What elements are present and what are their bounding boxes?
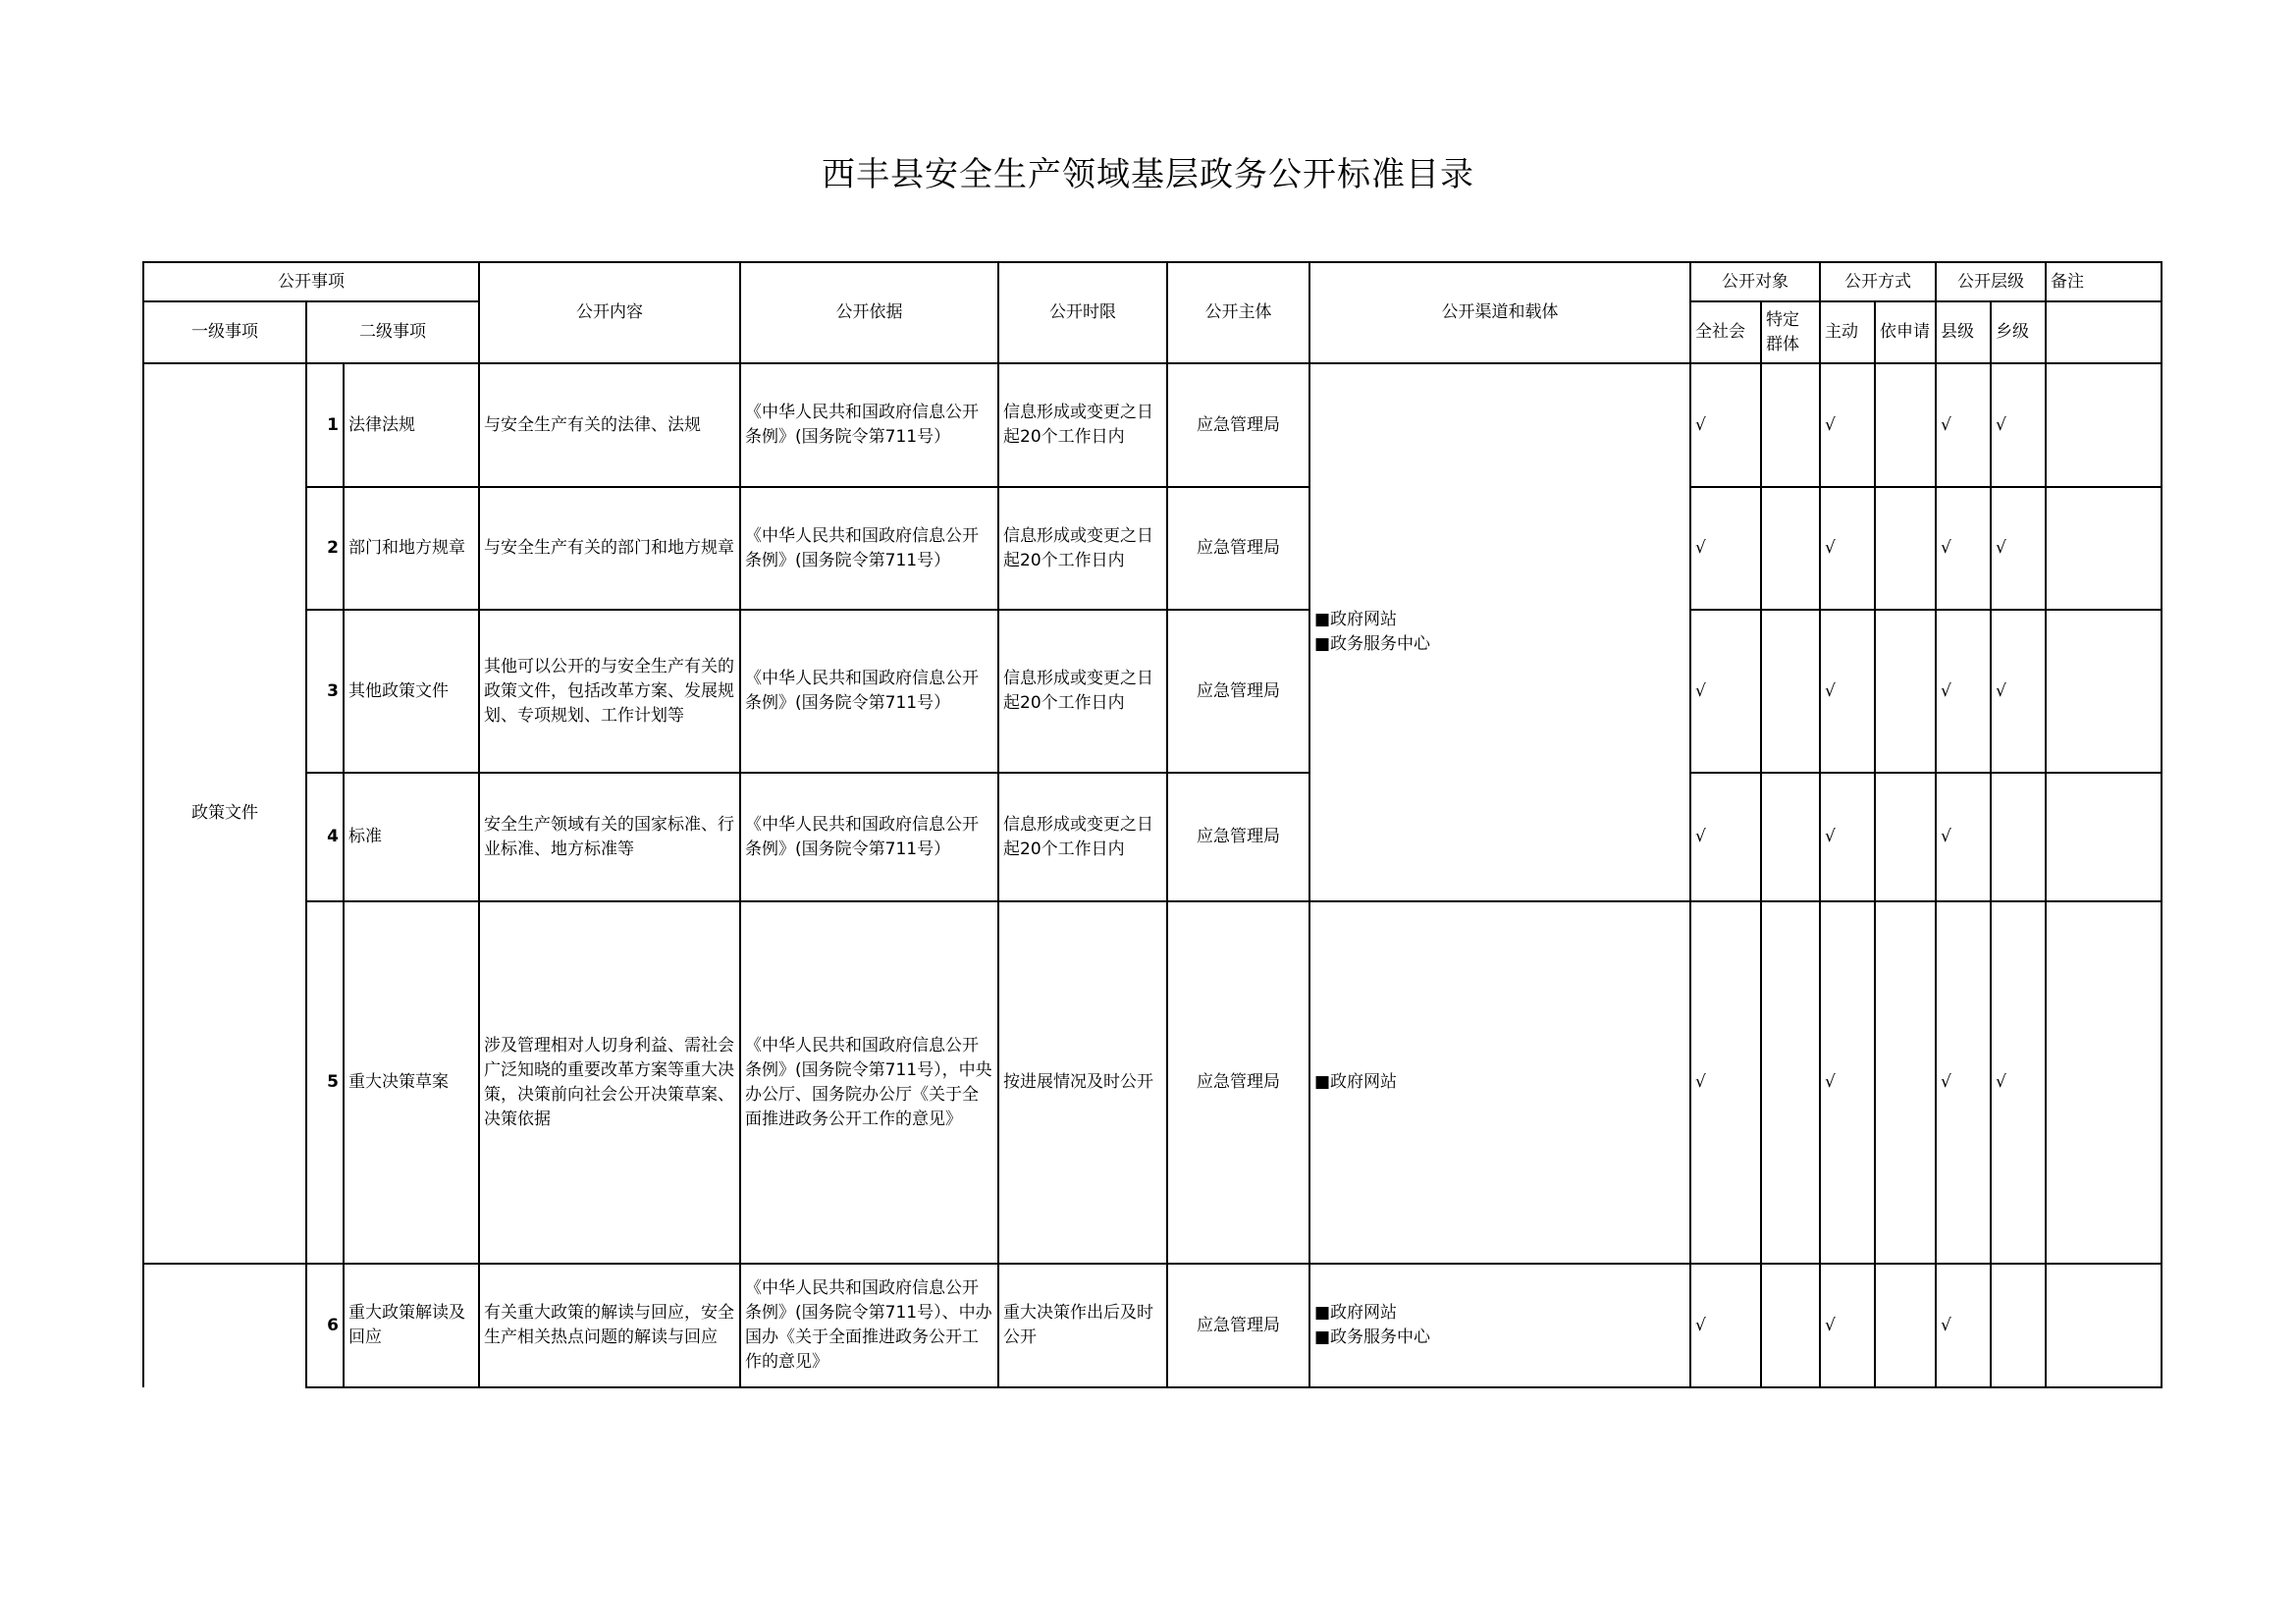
row-number: 2 — [306, 487, 344, 610]
content-cell: 与安全生产有关的法律、法规 — [479, 363, 740, 487]
basis-cell: 《中华人民共和国政府信息公开条例》(国务院令第711号），中央办公厅、国务院办公厅《关于全面推进政务公开工作的意见》 — [740, 901, 998, 1264]
row-number: 3 — [306, 610, 344, 773]
check-specific — [1761, 487, 1820, 610]
check-apply — [1875, 901, 1936, 1264]
table-row — [143, 901, 2162, 1264]
table-row — [143, 487, 2162, 610]
header-method-active: 主动 — [1820, 301, 1875, 363]
channel-item: ■政务服务中心 — [1314, 634, 1431, 654]
content-cell: 与安全生产有关的部门和地方规章 — [479, 487, 740, 610]
check-apply — [1875, 363, 1936, 487]
check-apply — [1875, 487, 1936, 610]
check-all: √ — [1690, 610, 1761, 773]
channel-item: ■政府网站 — [1314, 610, 1398, 629]
level2-cell: 重大决策草案 — [344, 901, 479, 1264]
header-remark: 备注 — [2046, 262, 2162, 301]
header-level-county: 县级 — [1936, 301, 1991, 363]
level2-cell: 法律法规 — [344, 363, 479, 487]
check-town: √ — [1991, 363, 2046, 487]
header-target-all: 全社会 — [1690, 301, 1761, 363]
table-row — [143, 363, 2162, 487]
check-town — [1991, 1264, 2046, 1387]
table-row — [143, 1264, 2162, 1387]
channel-item: ■政府网站 — [1314, 1303, 1398, 1323]
header-subject: 公开主体 — [1167, 262, 1309, 363]
time-limit-cell: 信息形成或变更之日起20个工作日内 — [998, 773, 1167, 901]
channel-item: ■政务服务中心 — [1314, 1327, 1431, 1347]
level2-cell: 标准 — [344, 773, 479, 901]
check-specific — [1761, 901, 1820, 1264]
remark-cell — [2046, 901, 2162, 1264]
time-limit-cell: 信息形成或变更之日起20个工作日内 — [998, 487, 1167, 610]
header-basis: 公开依据 — [740, 262, 998, 363]
check-active: √ — [1820, 773, 1875, 901]
subject-cell: 应急管理局 — [1167, 487, 1309, 610]
check-all: √ — [1690, 363, 1761, 487]
check-active: √ — [1820, 487, 1875, 610]
check-all: √ — [1690, 773, 1761, 901]
check-specific — [1761, 773, 1820, 901]
level2-cell: 重大政策解读及回应 — [344, 1264, 479, 1387]
basis-cell: 《中华人民共和国政府信息公开条例》(国务院令第711号）、中办国办《关于全面推进政务公开工作的意见》 — [740, 1264, 998, 1387]
subject-cell: 应急管理局 — [1167, 773, 1309, 901]
header-time-limit: 公开时限 — [998, 262, 1167, 363]
channel-cell — [1309, 901, 1690, 1264]
check-apply — [1875, 1264, 1936, 1387]
check-active: √ — [1820, 901, 1875, 1264]
check-apply — [1875, 610, 1936, 773]
row-number: 5 — [306, 901, 344, 1264]
check-county: √ — [1936, 901, 1991, 1264]
row-number: 6 — [306, 1264, 344, 1387]
subject-cell: 应急管理局 — [1167, 1264, 1309, 1387]
header-channel: 公开渠道和载体 — [1309, 262, 1690, 363]
header-target: 公开对象 — [1690, 262, 1820, 301]
check-active: √ — [1820, 1264, 1875, 1387]
remark-cell — [2046, 487, 2162, 610]
check-apply — [1875, 773, 1936, 901]
level2-cell: 其他政策文件 — [344, 610, 479, 773]
header-level2: 二级事项 — [306, 301, 479, 363]
check-active: √ — [1820, 610, 1875, 773]
check-all: √ — [1690, 901, 1761, 1264]
check-county: √ — [1936, 363, 1991, 487]
header-row-1 — [143, 262, 2162, 301]
level1-cell-continued — [143, 1264, 306, 1387]
page-title: 西丰县安全生产领域基层政务公开标准目录 — [822, 155, 1474, 194]
subject-cell: 应急管理局 — [1167, 901, 1309, 1264]
remark-cell — [2046, 363, 2162, 487]
basis-cell: 《中华人民共和国政府信息公开条例》(国务院令第711号） — [740, 610, 998, 773]
header-target-specific: 特定群体 — [1761, 301, 1820, 363]
table-row — [143, 610, 2162, 773]
remark-cell — [2046, 1264, 2162, 1387]
subject-cell: 应急管理局 — [1167, 363, 1309, 487]
check-specific — [1761, 1264, 1820, 1387]
check-specific — [1761, 363, 1820, 487]
subject-cell: 应急管理局 — [1167, 610, 1309, 773]
basis-cell: 《中华人民共和国政府信息公开条例》(国务院令第711号） — [740, 773, 998, 901]
table-row — [143, 773, 2162, 901]
remark-cell — [2046, 610, 2162, 773]
header-level1: 一级事项 — [143, 301, 306, 363]
row-number: 1 — [306, 363, 344, 487]
header-level-town: 乡级 — [1991, 301, 2046, 363]
header-content: 公开内容 — [479, 262, 740, 363]
time-limit-cell: 按进展情况及时公开 — [998, 901, 1167, 1264]
channel-cell — [1309, 363, 1690, 901]
check-town: √ — [1991, 610, 2046, 773]
catalog-table — [142, 261, 2163, 1388]
channel-cell — [1309, 1264, 1690, 1387]
check-all: √ — [1690, 1264, 1761, 1387]
content-cell: 涉及管理相对人切身利益、需社会广泛知晓的重要改革方案等重大决策，决策前向社会公开决策草案、决策依据 — [479, 901, 740, 1264]
check-town — [1991, 773, 2046, 901]
check-county: √ — [1936, 1264, 1991, 1387]
level2-cell: 部门和地方规章 — [344, 487, 479, 610]
check-county: √ — [1936, 487, 1991, 610]
time-limit-cell: 信息形成或变更之日起20个工作日内 — [998, 610, 1167, 773]
header-method: 公开方式 — [1820, 262, 1936, 301]
basis-cell: 《中华人民共和国政府信息公开条例》(国务院令第711号） — [740, 363, 998, 487]
check-active: √ — [1820, 363, 1875, 487]
row-number: 4 — [306, 773, 344, 901]
content-cell: 有关重大政策的解读与回应，安全生产相关热点问题的解读与回应 — [479, 1264, 740, 1387]
content-cell: 其他可以公开的与安全生产有关的政策文件，包括改革方案、发展规划、专项规划、工作计划等 — [479, 610, 740, 773]
time-limit-cell: 重大决策作出后及时公开 — [998, 1264, 1167, 1387]
time-limit-cell: 信息形成或变更之日起20个工作日内 — [998, 363, 1167, 487]
check-county: √ — [1936, 773, 1991, 901]
content-cell: 安全生产领域有关的国家标准、行业标准、地方标准等 — [479, 773, 740, 901]
header-public-item: 公开事项 — [143, 262, 479, 301]
header-method-apply: 依申请 — [1875, 301, 1936, 363]
check-all: √ — [1690, 487, 1761, 610]
level1-cell: 政策文件 — [143, 363, 306, 1264]
remark-cell — [2046, 773, 2162, 901]
header-level: 公开层级 — [1936, 262, 2046, 301]
header-remark-blank — [2046, 301, 2162, 363]
channel-item: ■政府网站 — [1314, 1072, 1398, 1092]
check-specific — [1761, 610, 1820, 773]
basis-cell: 《中华人民共和国政府信息公开条例》(国务院令第711号） — [740, 487, 998, 610]
check-town: √ — [1991, 487, 2046, 610]
check-town: √ — [1991, 901, 2046, 1264]
check-county: √ — [1936, 610, 1991, 773]
